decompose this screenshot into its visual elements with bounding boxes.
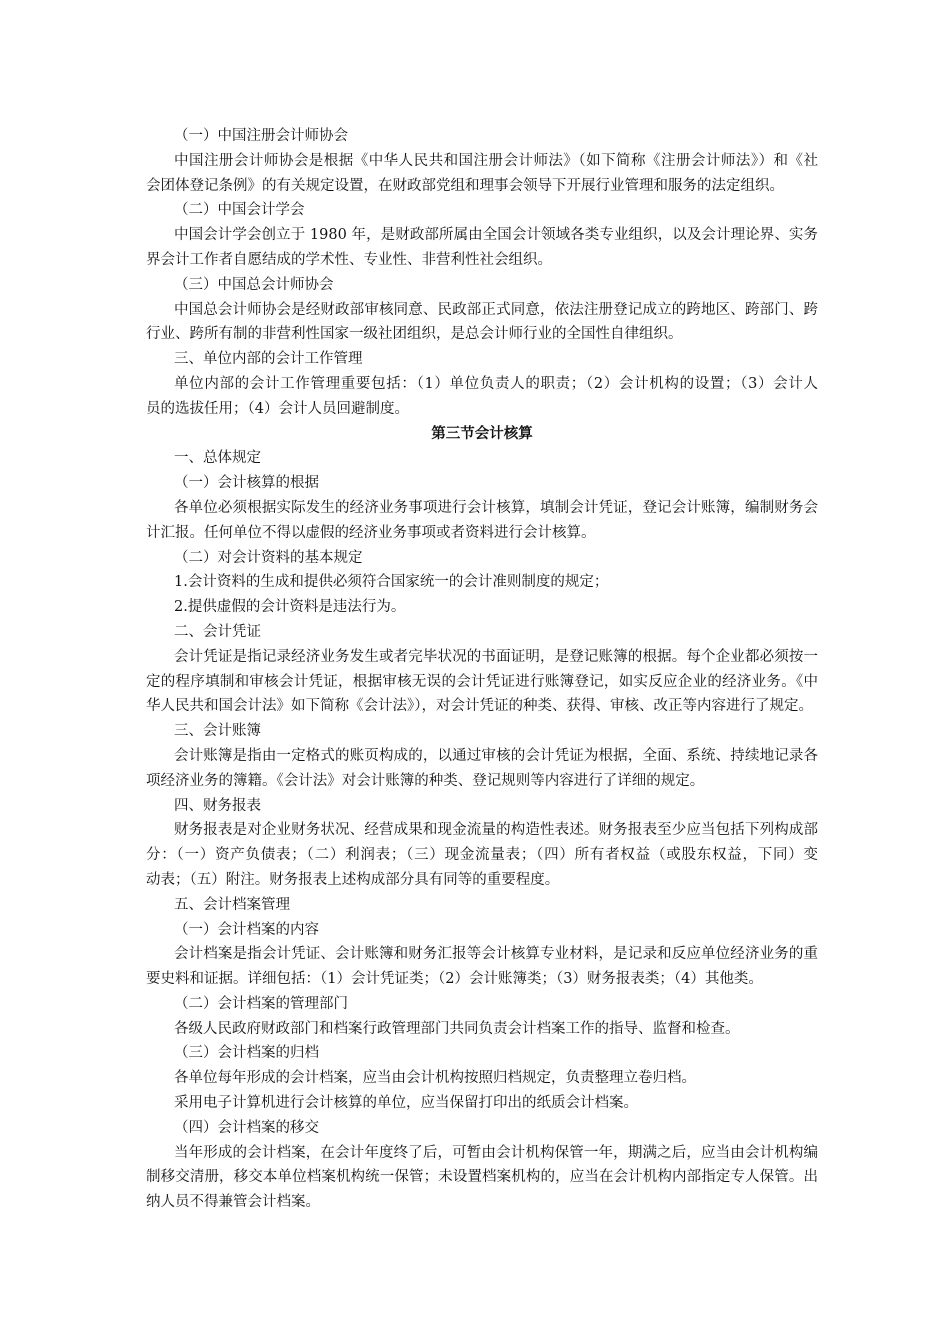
heading-line: （三）会计档案的归档 [174, 1045, 319, 1062]
heading-line: （二）会计档案的管理部门 [174, 995, 348, 1012]
paragraph-line: 界会计工作者自愿结成的学术性、专业性、非营利性社会组织。 [146, 251, 552, 268]
paragraph-line: 会计账簿是指由一定格式的账页构成的，以通过审核的会计凭证为根据，全面、系统、持续地记录各 [174, 747, 818, 764]
paragraph-line: 会计凭证是指记录经济业务发生或者完毕状况的书面证明，是登记账簿的根据。每个企业都必须按一 [174, 648, 818, 665]
heading-line: 2.提供虚假的会计资料是违法行为。 [174, 599, 406, 616]
heading-line: 三、会计账簿 [174, 723, 261, 740]
heading-line: 采用电子计算机进行会计核算的单位，应当保留打印出的纸质会计档案。 [174, 1095, 638, 1112]
heading-line: 三、单位内部的会计工作管理 [174, 351, 363, 368]
paragraph-line: 动表；（五）附注。财务报表上述构成部分具有同等的重要程度。 [146, 871, 560, 888]
paragraph-line: 定的程序填制和审核会计凭证，根据审核无误的会计凭证进行账簿登记，如实反应企业的经济业务。《中 [146, 673, 818, 690]
paragraph-line: 中国注册会计师协会是根据《中华人民共和国注册会计师法》（如下简称《注册会计师法》）和《社 [174, 152, 818, 169]
heading-line: （二）对会计资料的基本规定 [174, 549, 363, 566]
document-body [146, 124, 818, 1215]
heading-line: （一）中国注册会计师协会 [174, 128, 348, 144]
section-title: 第三节会计核算 [431, 425, 533, 442]
paragraph-line: 行业、跨所有制的非营利性国家一级社团组织，是总会计师行业的全国性自律组织。 [146, 326, 683, 343]
heading-line: 一、总体规定 [174, 450, 261, 467]
paragraph-line: 会计档案是指会计凭证、会计账簿和财务汇报等会计核算专业材料，是记录和反应单位经济业务的重 [174, 946, 818, 963]
paragraph-line: 员的选拔任用；（4）会计人员回避制度。 [146, 400, 409, 417]
paragraph-line: 制移交清册，移交本单位档案机构统一保管；未设置档案机构的，应当在会计机构内部指定专人保管。出 [146, 1169, 818, 1186]
heading-line: 各单位每年形成的会计档案，应当由会计机构按照归档规定，负责整理立卷归档。 [174, 1070, 696, 1087]
paragraph-line: 项经济业务的簿籍。《会计法》对会计账簿的种类、登记规则等内容进行了详细的规定。 [146, 772, 705, 789]
paragraph-line: 各单位必须根据实际发生的经济业务事项进行会计核算，填制会计凭证，登记会计账簿，编制财务会 [174, 499, 818, 516]
paragraph-line: 中国总会计师协会是经财政部审核同意、民政部正式同意，依法注册登记成立的跨地区、跨部门、跨 [174, 301, 818, 318]
heading-line: 各级人民政府财政部门和档案行政管理部门共同负责会计档案工作的指导、监督和检查。 [174, 1020, 740, 1037]
paragraph-line: 中国会计学会创立于 1980 年，是财政部所属由全国会计领域各类专业组织，以及会计理论界、实务 [174, 227, 818, 244]
heading-line: 二、会计凭证 [174, 623, 261, 640]
heading-line: 四、财务报表 [174, 797, 261, 814]
paragraph-line: 分：（一）资产负债表；（二）利润表；（三）现金流量表；（四）所有者权益（或股东权益，下同）变 [146, 847, 818, 864]
heading-line: （三）中国总会计师协会 [174, 276, 334, 293]
paragraph-line: 会团体登记条例》的有关规定设置，在财政部党组和理事会领导下开展行业管理和服务的法定组织。 [146, 177, 784, 194]
paragraph-line: 要史料和证据。详细包括：（1）会计凭证类；（2）会计账簿类；（3）财务报表类；（4）其他类。 [146, 971, 763, 988]
heading-line: 五、会计档案管理 [174, 896, 290, 913]
paragraph-line: 纳人员不得兼管会计档案。 [146, 1194, 320, 1211]
heading-line: （四）会计档案的移交 [174, 1119, 319, 1136]
paragraph-line: 计汇报。任何单位不得以虚假的经济业务事项或者资料进行会计核算。 [146, 524, 596, 541]
heading-line: 1.会计资料的生成和提供必须符合国家统一的会计准则制度的规定； [174, 574, 609, 591]
heading-line: （一）会计档案的内容 [174, 921, 319, 938]
paragraph-line: 华人民共和国会计法》如下简称《会计法》），对会计凭证的种类、获得、审核、改正等内容进行了规定。 [146, 698, 813, 715]
paragraph-line: 单位内部的会计工作管理重要包括：（1）单位负责人的职责；（2）会计机构的设置；（3）会计人 [174, 375, 818, 392]
heading-line: （二）中国会计学会 [174, 202, 305, 219]
paragraph-line: 财务报表是对企业财务状况、经营成果和现金流量的构造性表述。财务报表至少应当包括下列构成部 [174, 822, 818, 839]
heading-line: （一）会计核算的根据 [174, 475, 319, 492]
paragraph-line: 当年形成的会计档案，在会计年度终了后，可暂由会计机构保管一年，期满之后，应当由会计机构编 [174, 1144, 818, 1161]
